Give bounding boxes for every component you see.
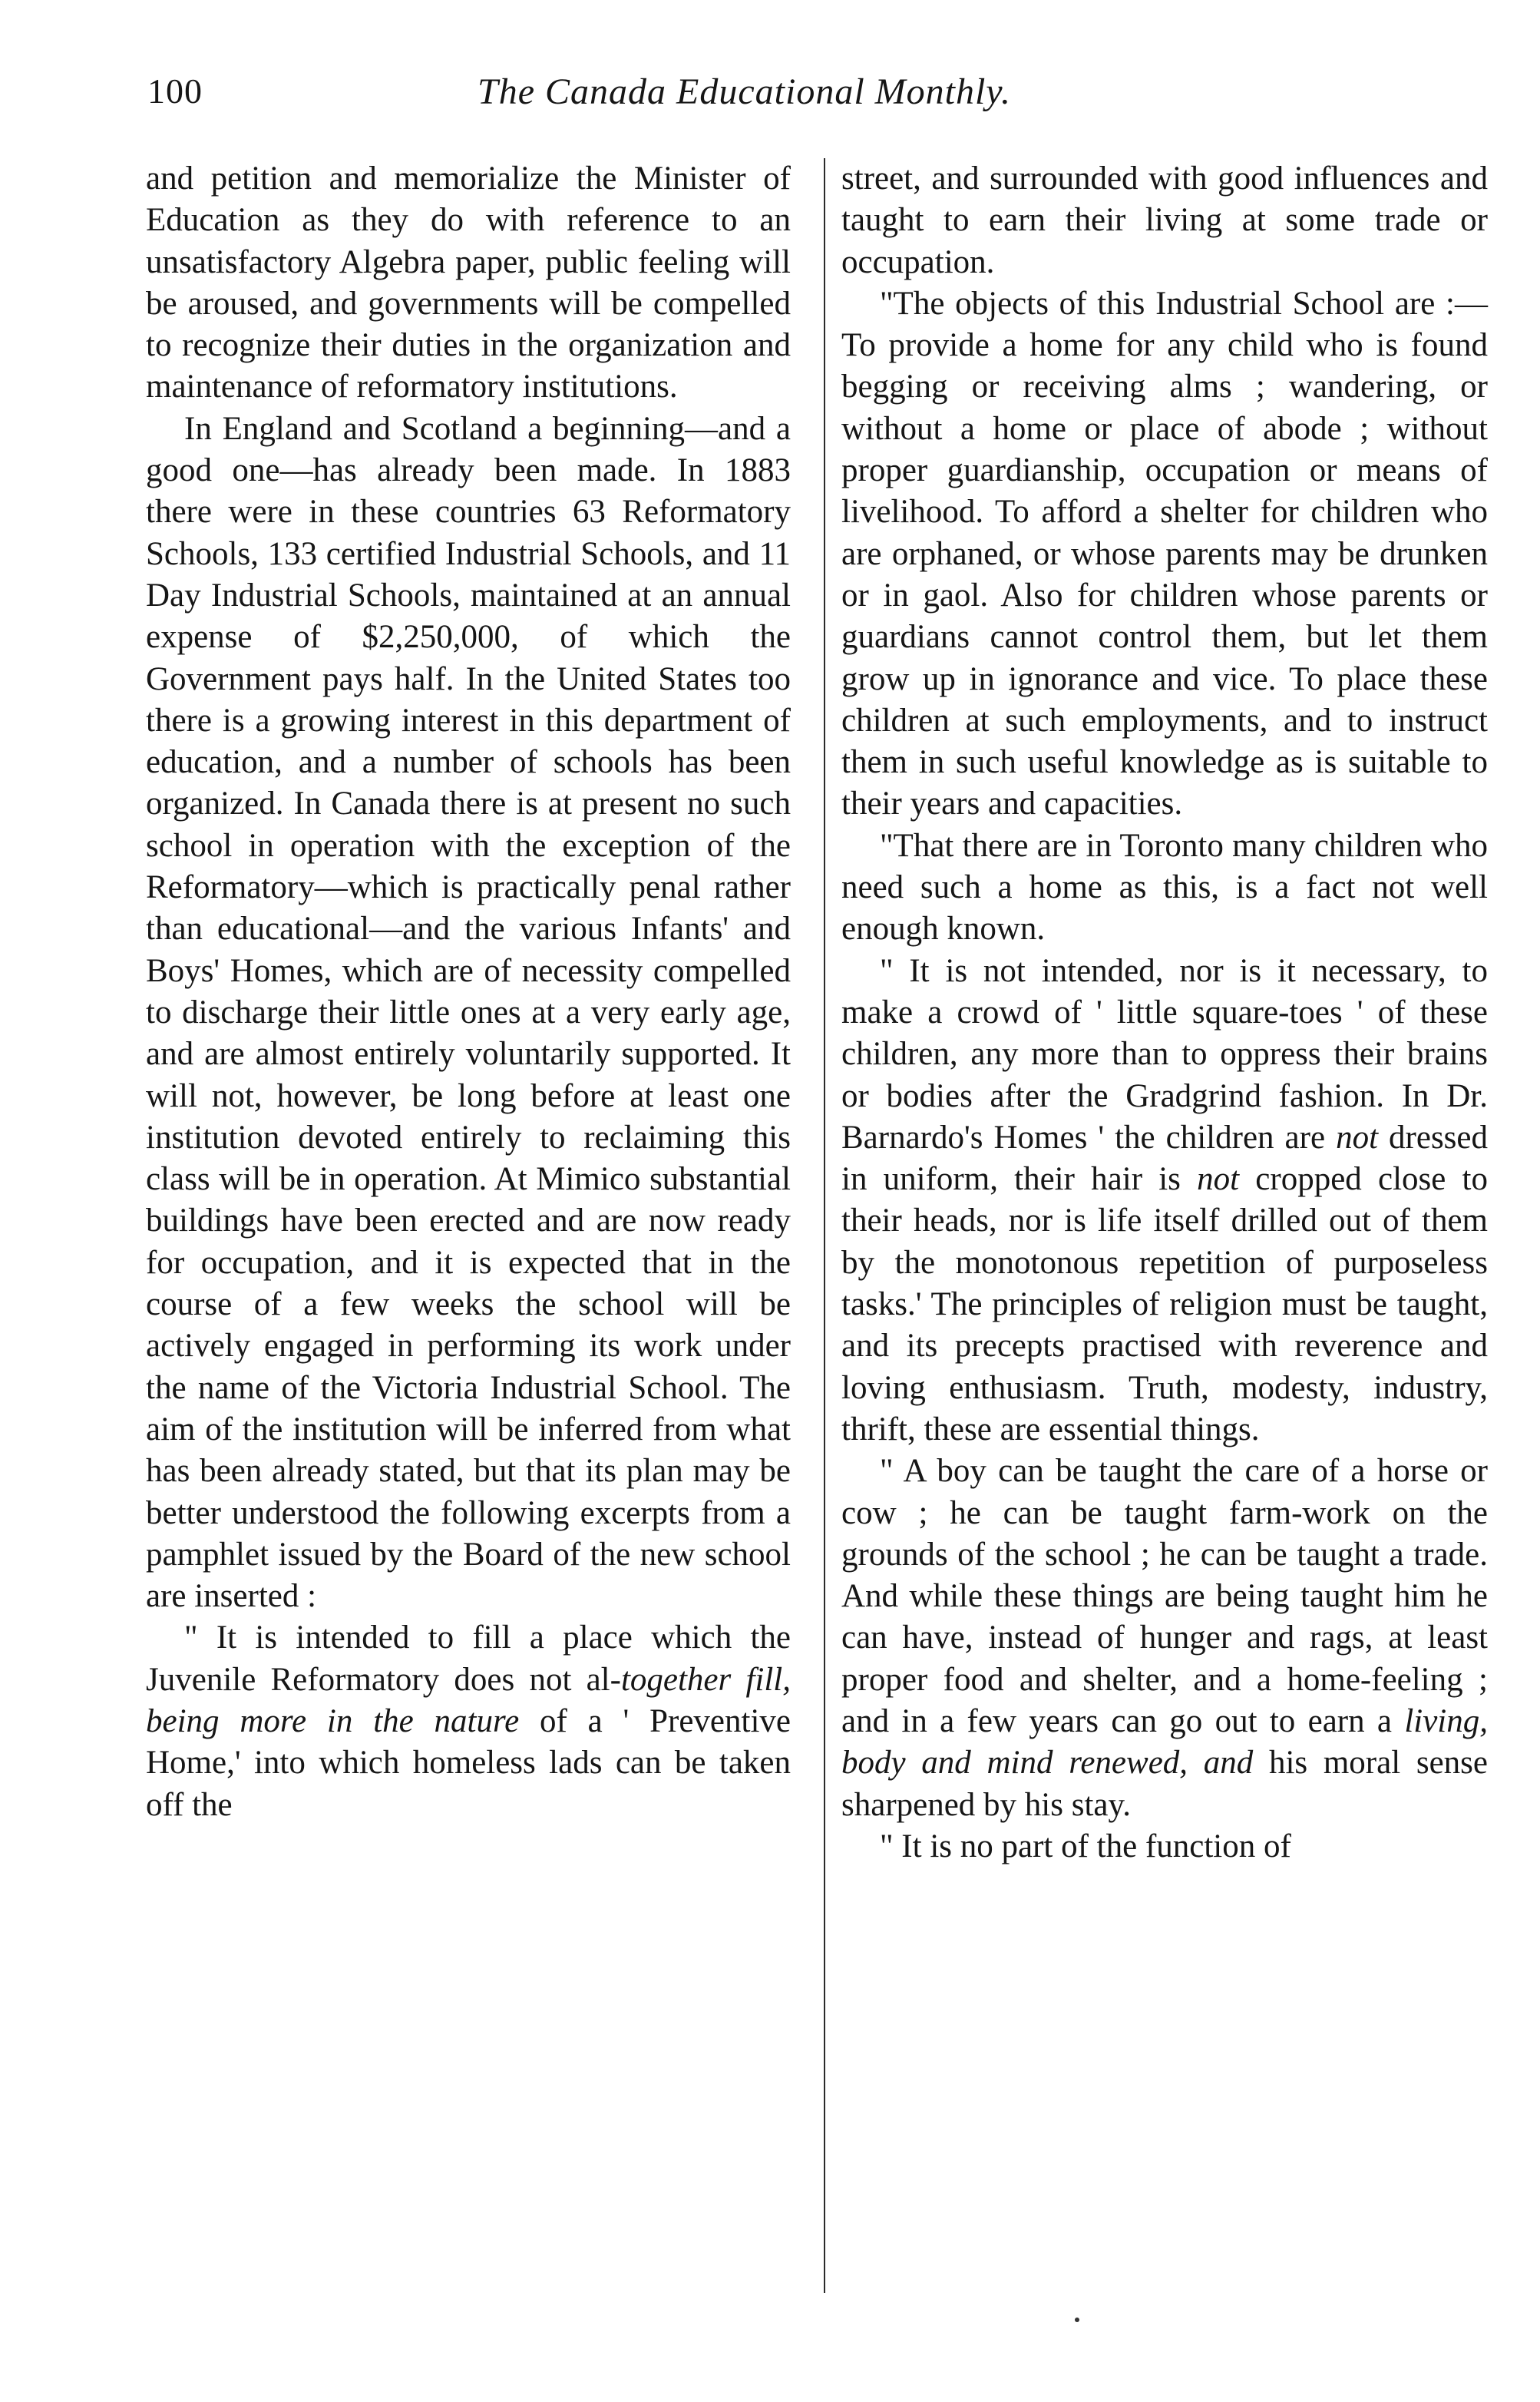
paragraph-quote bbox=[841, 1451, 1488, 1826]
paragraph: In England and Scotland a beginning—and a good one—has already been made. In 1883 there were in these countries 63 Reformatory Schools, 133 certified Industrial Schools, and 11 Day Industrial Schools, maintained at an annual expense of $2,250,000, of which the Government pays half. In the United States too there is a growing interest in this department of education, and a number of schools has been organized. In Canada there is at present no such school in operation with the exception of the Reformatory—which is practically penal rather than educational—and the various Infants' and Boys' Homes, which are of necessity compelled to discharge their little ones at a very early age, and are almost entirely voluntarily supported. It will not, however, be long before at least one institution devoted entirely to reclaiming this class will be in operation. At Mimico substantial buildings have been erected and are now ready for occupation, and it is expected that in the course of a few weeks the school will be actively engaged in performing its work under the name of the Victoria Industrial School. The aim of the institution will be inferred from what has been already stated, but that its plan may be better understood the following excerpts from a pamphlet issued by the Board of the new school are inserted : bbox=[146, 410, 791, 1615]
quote-italic-text: together fill, being more in the nature bbox=[146, 1661, 791, 1739]
quote-text: " A boy can be taught the care of a horse or cow ; he can be taught farm-work on the grounds of the school ; he can be taught a trade. And while these things are being taught him he can have, instead of hunger and rags, at least proper food and shelter, and a home-feeling ; and in a few years can go out to earn a bbox=[841, 1453, 1488, 1739]
paragraph-quote bbox=[841, 951, 1488, 1451]
italic-not: not bbox=[1336, 1119, 1379, 1156]
quote-text: " It is intended to fill a place which the Juvenile Reformatory does not al- bbox=[146, 1620, 791, 1698]
print-speck bbox=[1075, 2318, 1079, 2322]
quote-text: his moral sense sharpened by his stay. bbox=[841, 1745, 1488, 1823]
paragraph: "The objects of this Industrial School are :—To provide a home for any child who is found begging or receiving alms ; wandering, or without a home or place of abode ; without proper guardianship, occupation or means of livelihood. To afford a shelter for children who are orphaned, or whose parents may be drunken or in gaol. Also for children whose parents or guardians cannot control them, but let them grow up in ignorance and vice. To place these children at such employments, and to instruct them in such useful knowledge as is suitable to their years and capacities. bbox=[841, 285, 1488, 822]
quote-text: of a ' Preventive Home,' into which homeless lads can be taken off the bbox=[146, 1702, 791, 1823]
quote-italic-text: living, body and mind renewed, and bbox=[841, 1702, 1488, 1782]
paragraph: and petition and memorialize the Minister of Education as they do with reference to an unsatisfactory Algebra paper, public feeling will be aroused, and governments will be compelled to recognize their duties in the organization and maintenance of reformatory institutions. bbox=[146, 160, 791, 405]
page-number: 100 bbox=[147, 71, 203, 111]
journal-title: The Canada Educational Monthly. bbox=[478, 71, 1011, 112]
left-column bbox=[146, 158, 791, 1826]
quote-text: cropped close to their heads, nor is life itself drilled out of them by the monotonous repetition of purposeless tasks.' The principles of religion must be taught, and its precepts practised with reverence and loving enthusiasm. Truth, modesty, industry, thrift, these are essential things. bbox=[841, 1161, 1488, 1447]
italic-not: not bbox=[1197, 1161, 1240, 1198]
right-column bbox=[841, 158, 1488, 1868]
paragraph: street, and surrounded with good influences and taught to earn their living at some trade or occupation. bbox=[841, 160, 1488, 280]
running-head bbox=[147, 71, 1485, 120]
paragraph: " It is no part of the function of bbox=[880, 1828, 1291, 1864]
column-divider bbox=[824, 158, 825, 2293]
quote-text: " It is not intended, nor is it necessary, to make a crowd of ' little square-toes ' of these children, any more than to oppress their brains or bodies after the Gradgrind fashion. In Dr. Barnardo's Homes ' the children are bbox=[841, 952, 1488, 1156]
quote-text: dressed in uniform, their hair is bbox=[841, 1119, 1488, 1198]
paragraph-quote bbox=[146, 1617, 791, 1825]
paragraph: "That there are in Toronto many children who need such a home as this, is a fact not well enough known. bbox=[841, 827, 1488, 948]
